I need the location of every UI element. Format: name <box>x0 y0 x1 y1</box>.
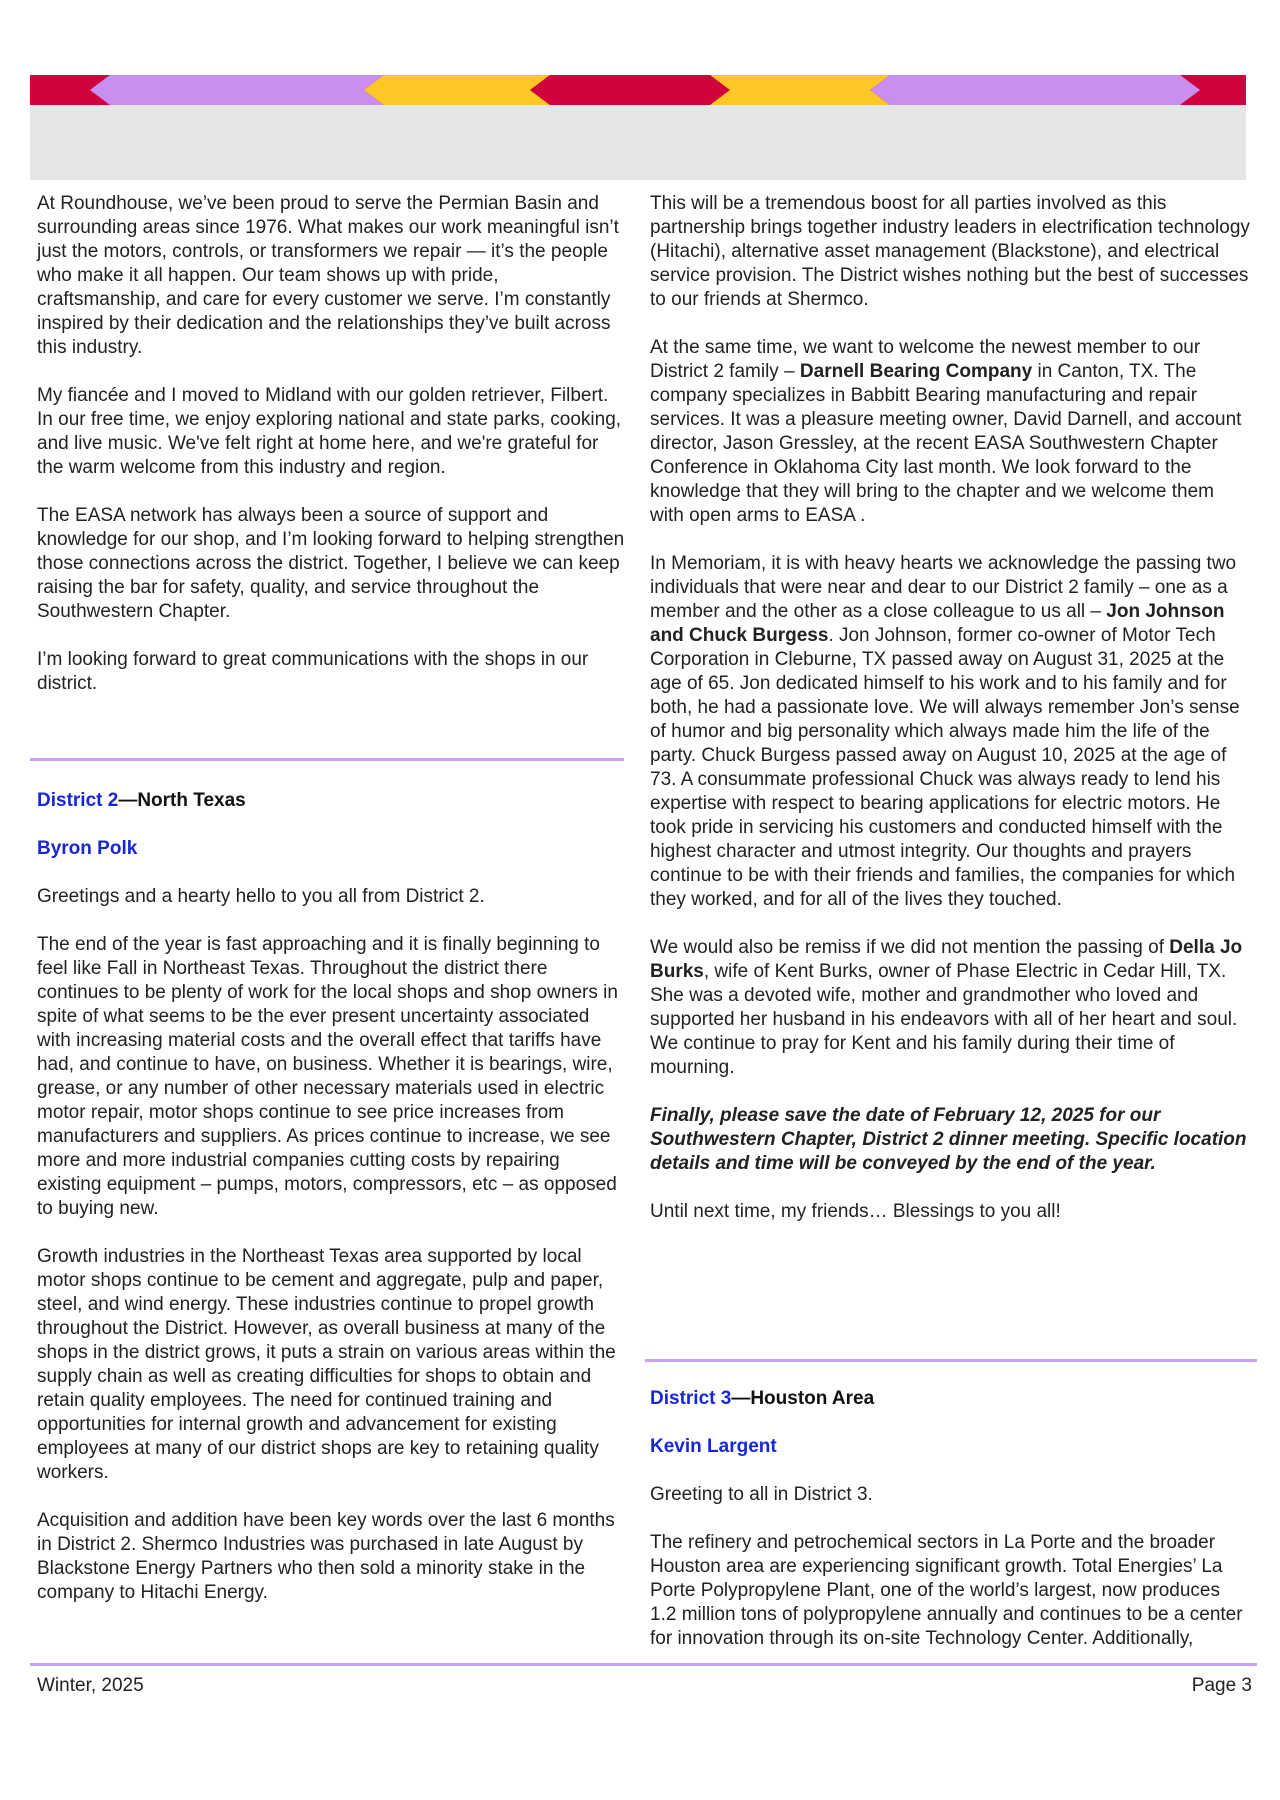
right-column <box>650 192 1250 1248</box>
text: , wife of Kent Burks, owner of Phase Electric in Cedar Hill, TX. She was a devoted wife, mother and grandmother who loved and supported her husband in his endeavors with all of her heart and soul. We continue to pray for Kent and his family during their time of mourning. <box>650 961 1238 1078</box>
district3-heading <box>650 1387 1250 1411</box>
paragraph <box>650 552 1250 912</box>
paragraph <box>650 936 1250 1080</box>
paragraph: Greetings and a hearty hello to you all from District 2. <box>37 886 485 907</box>
left-column <box>37 192 627 720</box>
paragraph <box>650 336 1250 528</box>
memoriam-name: Della Jo Burks <box>650 937 1243 982</box>
text: . Jon Johnson, former co-owner of Motor Tech Corporation in Cleburne, TX passed away on August 31, 2025 at the age of 65. Jon dedicated himself to his work and to his family and for both, he had a passionate love. We will always remember Jon’s sense of humor and big personality which always made him the life of the party. Chuck Burgess passed away on August 10, 2025 at the age of 73. A consummate professional Chuck was always ready to lend his expertise with respect to bearing applications for electric motors. He took pride in servicing his customers and conducted himself with the highest character and utmost integrity. Our thoughts and prayers continue to be with their friends and families, the companies for which they worked, and for all of the lives they touched. <box>650 625 1240 910</box>
section-divider <box>645 1359 1257 1362</box>
issue-label: Winter, 2025 <box>37 1675 144 1696</box>
paragraph: I’m looking forward to great communications with the shops in our district. <box>37 649 589 694</box>
text: in Canton, TX. The company specializes in Babbitt Bearing manufacturing and repair services. It was a pleasure meeting owner, David Darnell, and account director, Jason Gressley, at the recent EASA Southwestern Chapter Conference in Oklahoma City last month. We look forward to the knowledge that they will bring to the chapter and we welcome them with open arms to EASA . <box>650 361 1242 526</box>
district2-section <box>37 789 627 1629</box>
district2-heading <box>37 789 627 813</box>
paragraph: My fiancée and I moved to Midland with our golden retriever, Filbert. In our free time, we enjoy exploring national and state parks, cooking, and live music. We've felt right at home here, and we're grateful for the warm welcome from this industry and region. <box>37 385 622 478</box>
section-divider <box>30 758 624 761</box>
paragraph: The end of the year is fast approaching and it is finally beginning to feel like Fall in Northeast Texas. Throughout the district there continues to be plenty of work for the local shops and shop owners in spite of what seems to be the ever present uncertainty associated with increasing material costs and the overall effect that tariffs have had, and continue to have, on business. Whether it is bearings, wire, grease, or any number of other necessary materials used in electric motor repair, motor shops continue to see price increases from manufacturers and suppliers. As prices continue to increase, we see more and more industrial companies cutting costs by repairing existing equipment – pumps, motors, compressors, etc – as opposed to buying new. <box>37 934 618 1219</box>
header-banner <box>30 75 1246 180</box>
footer-divider <box>30 1663 1257 1666</box>
paragraph: Acquisition and addition have been key words over the last 6 months in District 2. Shermco Industries was purchased in late August by Blackstone Energy Partners who then sold a minority stake in the company to Hitachi Energy. <box>37 1510 615 1603</box>
district3-director: Kevin Largent <box>650 1436 777 1457</box>
district2-director: Byron Polk <box>37 838 138 859</box>
paragraph: At Roundhouse, we’ve been proud to serve the Permian Basin and surrounding areas since 1976. What makes our work meaningful isn’t just the motors, controls, or transformers we repair — it’s the people who make it all happen. Our team shows up with pride, craftsmanship, and care for every customer we serve. I’m constantly inspired by their dedication and the relationships they’ve built across this industry. <box>37 193 619 358</box>
paragraph: This will be a tremendous boost for all parties involved as this partnership brings together industry leaders in electrification technology (Hitachi), alternative asset management (Blackstone), and electrical service provision. The District wishes nothing but the best of successes to our friends at Shermco. <box>650 193 1250 310</box>
paragraph: The EASA network has always been a source of support and knowledge for our shop, and I’m looking forward to helping strengthen those connections across the district. Together, I believe we can keep raising the bar for safety, quality, and service throughout the Southwestern Chapter. <box>37 505 625 622</box>
district3-section <box>650 1387 1250 1675</box>
paragraph: Greeting to all in District 3. <box>650 1484 873 1505</box>
district-number: District 3 <box>650 1388 732 1409</box>
district-number: District 2 <box>37 790 119 811</box>
paragraph: The refinery and petrochemical sectors in La Porte and the broader Houston area are experiencing significant growth. Total Energies’ La Porte Polypropylene Plant, one of the world’s largest, now produces 1.2 million tons of polypropylene annually and continues to be a center for innovation through its on-site Technology Center. Additionally, <box>650 1532 1243 1649</box>
text: In Memoriam, it is with heavy hearts we acknowledge the passing two individuals that were near and dear to our District 2 family – one as a member and the other as a close colleague to us all – <box>650 553 1237 622</box>
page-number: Page 3 <box>1191 1675 1252 1696</box>
district-region: —North Texas <box>118 790 246 811</box>
district-region: —Houston Area <box>731 1388 875 1409</box>
paragraph: Growth industries in the Northeast Texas area supported by local motor shops continue to be cement and aggregate, pulp and paper, steel, and wind energy. These industries continue to propel growth throughout the District. However, as overall business at many of the shops in the district grows, it puts a strain on various areas within the supply chain as well as creating difficulties for shops to obtain and retain quality employees. The need for continued training and opportunities for internal growth and advancement for existing employees at many of our district shops are key to retaining quality workers. <box>37 1246 616 1483</box>
paragraph: Until next time, my friends… Blessings to you all! <box>650 1201 1061 1222</box>
text: We would also be remiss if we did not mention the passing of <box>650 937 1170 958</box>
memoriam-names: Jon Johnson and Chuck Burgess <box>650 601 1225 646</box>
company-name: Darnell Bearing Company <box>799 361 1033 382</box>
save-the-date-notice: Finally, please save the date of February 12, 2025 for our Southwestern Chapter, District 2 dinner meeting. Specific location details and time will be conveyed by the end of the year. <box>650 1105 1247 1174</box>
text: At the same time, we want to welcome the newest member to our District 2 family – <box>650 337 1201 382</box>
